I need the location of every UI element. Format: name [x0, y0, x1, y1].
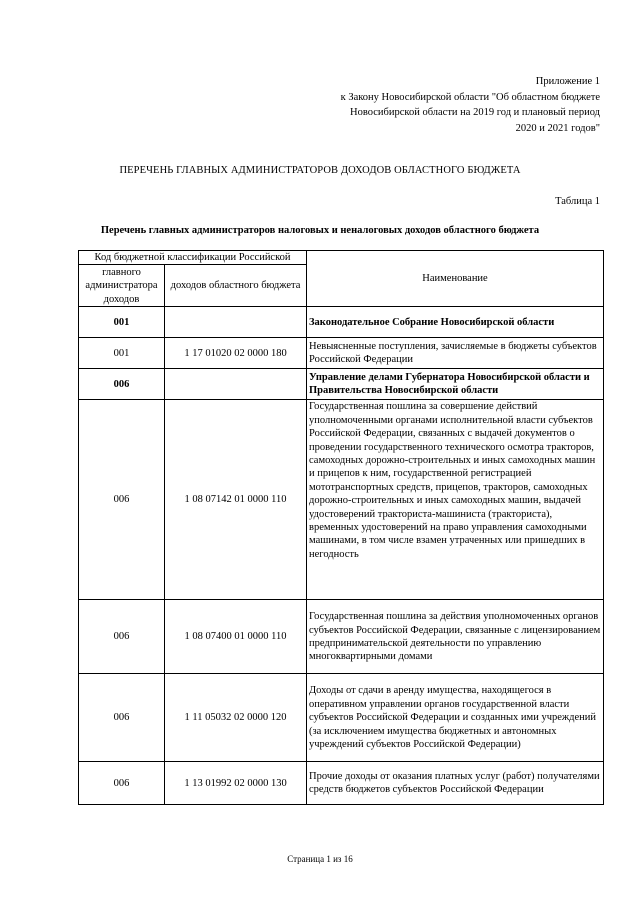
table-row [79, 762, 604, 805]
table-subtitle: Перечень главных администраторов налоговых и неналоговых доходов областного бюджета [100, 225, 540, 236]
income-code-cell: 1 13 01992 02 0000 130 [165, 762, 307, 805]
table-body [79, 307, 604, 805]
table-row [79, 307, 604, 338]
table-header-row [79, 251, 604, 265]
name-cell: Невыясненные поступления, зачисляемые в бюджеты субъектов Российской Федерации [307, 338, 604, 369]
table-row [79, 338, 604, 369]
name-cell: Государственная пошлина за действия уполномоченных органов субъектов Российской Федерации, связанные с лицензированием предпринимательской деятельности по управлению многоквартирными домами [307, 600, 604, 674]
table-row [79, 600, 604, 674]
header-group-cell: Код бюджетной классификации Российской [79, 251, 307, 265]
income-code-cell [165, 307, 307, 338]
admin-code-cell: 001 [79, 338, 165, 369]
header-admin-cell: главного администратора доходов [79, 265, 165, 307]
header-income-cell: доходов областного бюджета [165, 265, 307, 307]
admin-code-cell: 006 [79, 600, 165, 674]
admin-code-cell: 006 [79, 762, 165, 805]
appendix-line: к Закону Новосибирской области "Об областном бюджете [340, 91, 600, 103]
admin-code-cell: 006 [79, 674, 165, 762]
page-footer: Страница 1 из 16 [287, 854, 353, 864]
table-row [79, 400, 604, 600]
header-name-cell: Наименование [307, 251, 604, 307]
document-title: ПЕРЕЧЕНЬ ГЛАВНЫХ АДМИНИСТРАТОРОВ ДОХОДОВ ОБЛАСТНОГО БЮДЖЕТА [119, 165, 521, 176]
income-code-cell: 1 08 07142 01 0000 110 [165, 400, 307, 600]
admin-code-cell: 001 [79, 307, 165, 338]
administrators-table [78, 250, 604, 805]
table-row [79, 674, 604, 762]
appendix-line: Приложение 1 [535, 76, 600, 87]
income-code-cell [165, 369, 307, 400]
appendix-block [341, 74, 600, 136]
appendix-line: 2020 и 2021 годов" [515, 122, 600, 134]
income-code-cell: 1 08 07400 01 0000 110 [165, 600, 307, 674]
name-cell: Государственная пошлина за совершение действий уполномоченными органами исполнительной власти субъектов Российской Федерации, связанных с выдачей документов о проведении государственного технического осмотра тракторов, самоходных дорожно-строительных и иных самоходных машин и прицепов к ним, государственной регистрацией мототранспортных средств, прицепов, тракторов, самоходных дорожно-строительных и иных самоходных машин, выдачей удостоверений тракториста-машиниста (тракториста), временных удостоверений на право управления самоходными машинами, в том числе взамен утраченных или пришедших в негодность [307, 400, 604, 600]
admin-code-cell: 006 [79, 369, 165, 400]
admin-code-cell: 006 [79, 400, 165, 600]
appendix-line: Новосибирской области на 2019 год и плановый период [350, 107, 600, 118]
table-label: Таблица 1 [555, 196, 600, 207]
table-row [79, 369, 604, 400]
name-cell: Законодательное Собрание Новосибирской области [307, 307, 604, 338]
name-cell: Управление делами Губернатора Новосибирской области и Правительства Новосибирской области [307, 369, 604, 400]
name-cell: Доходы от сдачи в аренду имущества, находящегося в оперативном управлении органов государственной власти субъектов Российской Федерации и созданных ими учреждений (за исключением имущества бюджетных и автономных учреждений субъектов Российской Федерации) [307, 674, 604, 762]
income-code-cell: 1 11 05032 02 0000 120 [165, 674, 307, 762]
income-code-cell: 1 17 01020 02 0000 180 [165, 338, 307, 369]
name-cell: Прочие доходы от оказания платных услуг (работ) получателями средств бюджетов субъектов Российской Федерации [307, 762, 604, 805]
